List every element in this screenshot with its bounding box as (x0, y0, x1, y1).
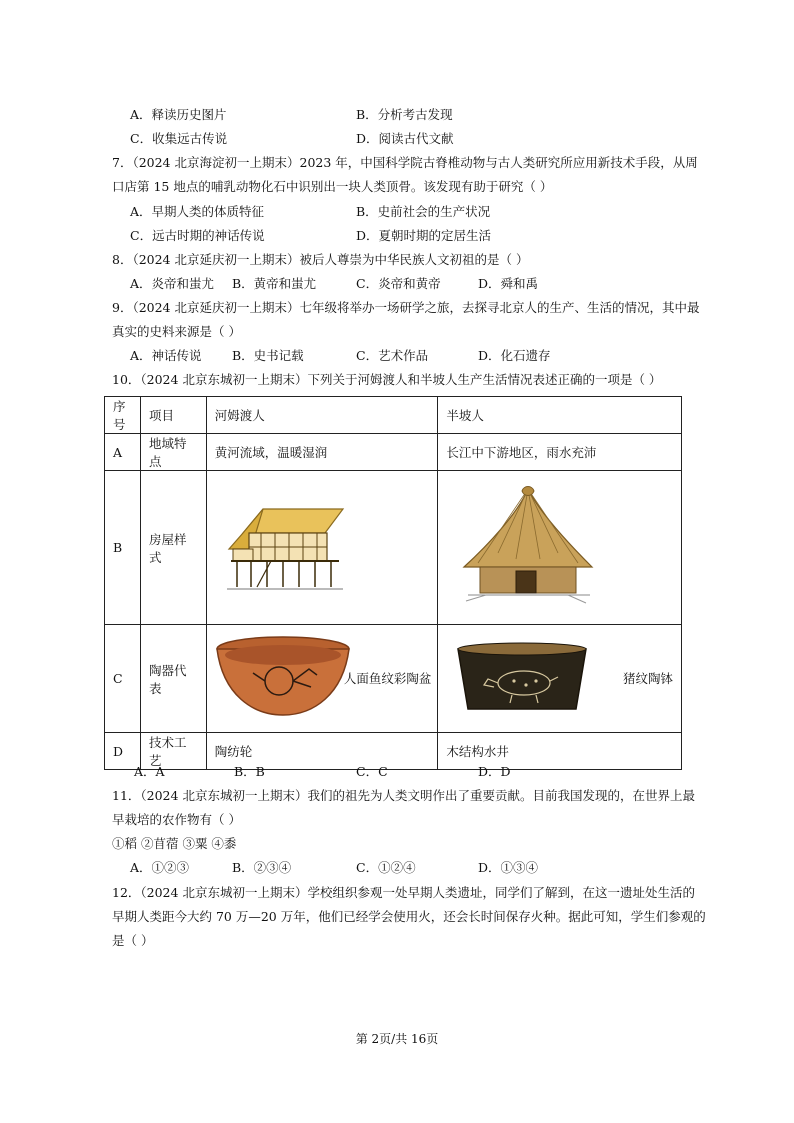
q10-option-a: A．A (134, 764, 165, 779)
row-d-item: 技术工艺 (140, 733, 206, 770)
row-a-item: 地域特点 (140, 434, 206, 471)
table-row-d (105, 733, 682, 770)
row-c-hemudu-image-cell (206, 625, 438, 733)
header-cell-banpo: 半坡人 (438, 397, 682, 434)
row-b-item: 房屋样式 (140, 471, 206, 625)
q7-stem-line1: 7．（2024 北京海淀初一上期末）2023 年，中国科学院古脊椎动物与古人类研究所应用新技术手段，从周 (112, 155, 698, 170)
stilt-house-image (221, 503, 351, 593)
row-b-banpo-image-cell (438, 471, 682, 625)
row-d-hemudu: 陶纺轮 (206, 733, 438, 770)
q11-option-c: C．①②④ (356, 860, 416, 875)
q10-option-b: B．B (234, 764, 265, 779)
q11-stem-line3: ①稻 ②苜蓿 ③粟 ④黍 (112, 836, 237, 851)
row-a-banpo: 长江中下游地区，雨水充沛 (438, 434, 682, 471)
q7-option-d: D．夏朝时期的定居生活 (356, 228, 492, 243)
q11-stem-line2: 早栽培的农作物有（ ） (112, 812, 241, 827)
round-hut-image (458, 483, 598, 613)
q8-option-a: A．炎帝和蚩尤 (130, 276, 215, 291)
row-c-banpo-image-cell (438, 625, 682, 733)
header-cell-item: 项目 (140, 397, 206, 434)
q12-stem-line2: 早期人类距今大约 70 万—20 万年，他们已经学会使用火，还会长时间保存火种。据此可知，学生们参观的 (112, 909, 706, 924)
pig-pattern-bowl-image (454, 639, 590, 715)
q6-option-a: A．释读历史图片 (130, 107, 227, 122)
q6-option-d: D．阅读古代文献 (356, 131, 454, 146)
table-row-b (105, 471, 682, 625)
q9-option-c: C．艺术作品 (356, 348, 429, 363)
q8-option-d: D．舜和禹 (478, 276, 539, 291)
q7-option-a: A．早期人类的体质特征 (130, 204, 265, 219)
q11-stem-line1: 11．（2024 北京东城初一上期末）我们的祖先为人类文明作出了重要贡献。目前我国发现的，在世界上最 (112, 788, 695, 803)
q9-option-d: D．化石遗存 (478, 348, 551, 363)
row-c-item: 陶器代表 (140, 625, 206, 733)
q10-option-c: C．C (356, 764, 388, 779)
q6-option-c: C．收集远古传说 (130, 131, 228, 146)
q12-stem-line1: 12．（2024 北京东城初一上期末）学校组织参观一处早期人类遗址，同学们了解到，在这一遗址处生活的 (112, 885, 695, 900)
q7-option-c: C．远古时期的神话传说 (130, 228, 265, 243)
row-d-number: D (105, 733, 141, 770)
q10-option-d: D．D (478, 764, 511, 779)
q8-option-c: C．炎帝和黄帝 (356, 276, 441, 291)
row-c-banpo-caption: 猪纹陶钵 (622, 671, 673, 686)
q9-option-a: A．神话传说 (130, 348, 202, 363)
q9-stem-line1: 9．（2024 北京延庆初一上期末）七年级将举办一场研学之旅，去探寻北京人的生产、生活的情况，其中最 (112, 300, 700, 315)
q11-option-d: D．①③④ (478, 860, 539, 875)
q10-comparison-table (104, 396, 682, 770)
row-a-hemudu: 黄河流域，温暖湿润 (206, 434, 438, 471)
q11-option-b: B．②③④ (232, 860, 292, 875)
q8-stem-line1: 8．（2024 北京延庆初一上期末）被后人尊崇为中华民族人文初祖的是（ ） (112, 252, 529, 267)
q9-stem-line2: 真实的史料来源是（ ） (112, 324, 241, 339)
row-c-hemudu-caption: 人面鱼纹彩陶盆 (343, 671, 432, 686)
q10-stem-line1: 10．（2024 北京东城初一上期末）下列关于河姆渡人和半坡人生产生活情况表述正确的一项是（ ） (112, 372, 662, 387)
row-c-number: C (105, 625, 141, 733)
row-b-hemudu-image-cell (206, 471, 438, 625)
table-row-a (105, 434, 682, 471)
row-d-banpo: 木结构水井 (438, 733, 682, 770)
row-a-number: A (105, 434, 141, 471)
q11-option-a: A．①②③ (130, 860, 190, 875)
row-b-number: B (105, 471, 141, 625)
fish-face-basin-image (213, 635, 353, 721)
q6-option-b: B．分析考古发现 (356, 107, 453, 122)
header-cell-number: 序号 (105, 397, 141, 434)
q12-stem-line3: 是（ ） (112, 933, 154, 948)
q7-option-b: B．史前社会的生产状况 (356, 204, 491, 219)
q7-stem-line2: 口店第 15 地点的哺乳动物化石中识别出一块人类顶骨。该发现有助于研究（ ） (112, 179, 553, 194)
page-footer: 第 2页/共 16页 (355, 1032, 439, 1046)
table-row-c (105, 625, 682, 733)
q8-option-b: B．黄帝和蚩尤 (232, 276, 317, 291)
header-cell-hemudu: 河姆渡人 (206, 397, 438, 434)
table-header-row (105, 397, 682, 434)
q9-option-b: B．史书记载 (232, 348, 304, 363)
